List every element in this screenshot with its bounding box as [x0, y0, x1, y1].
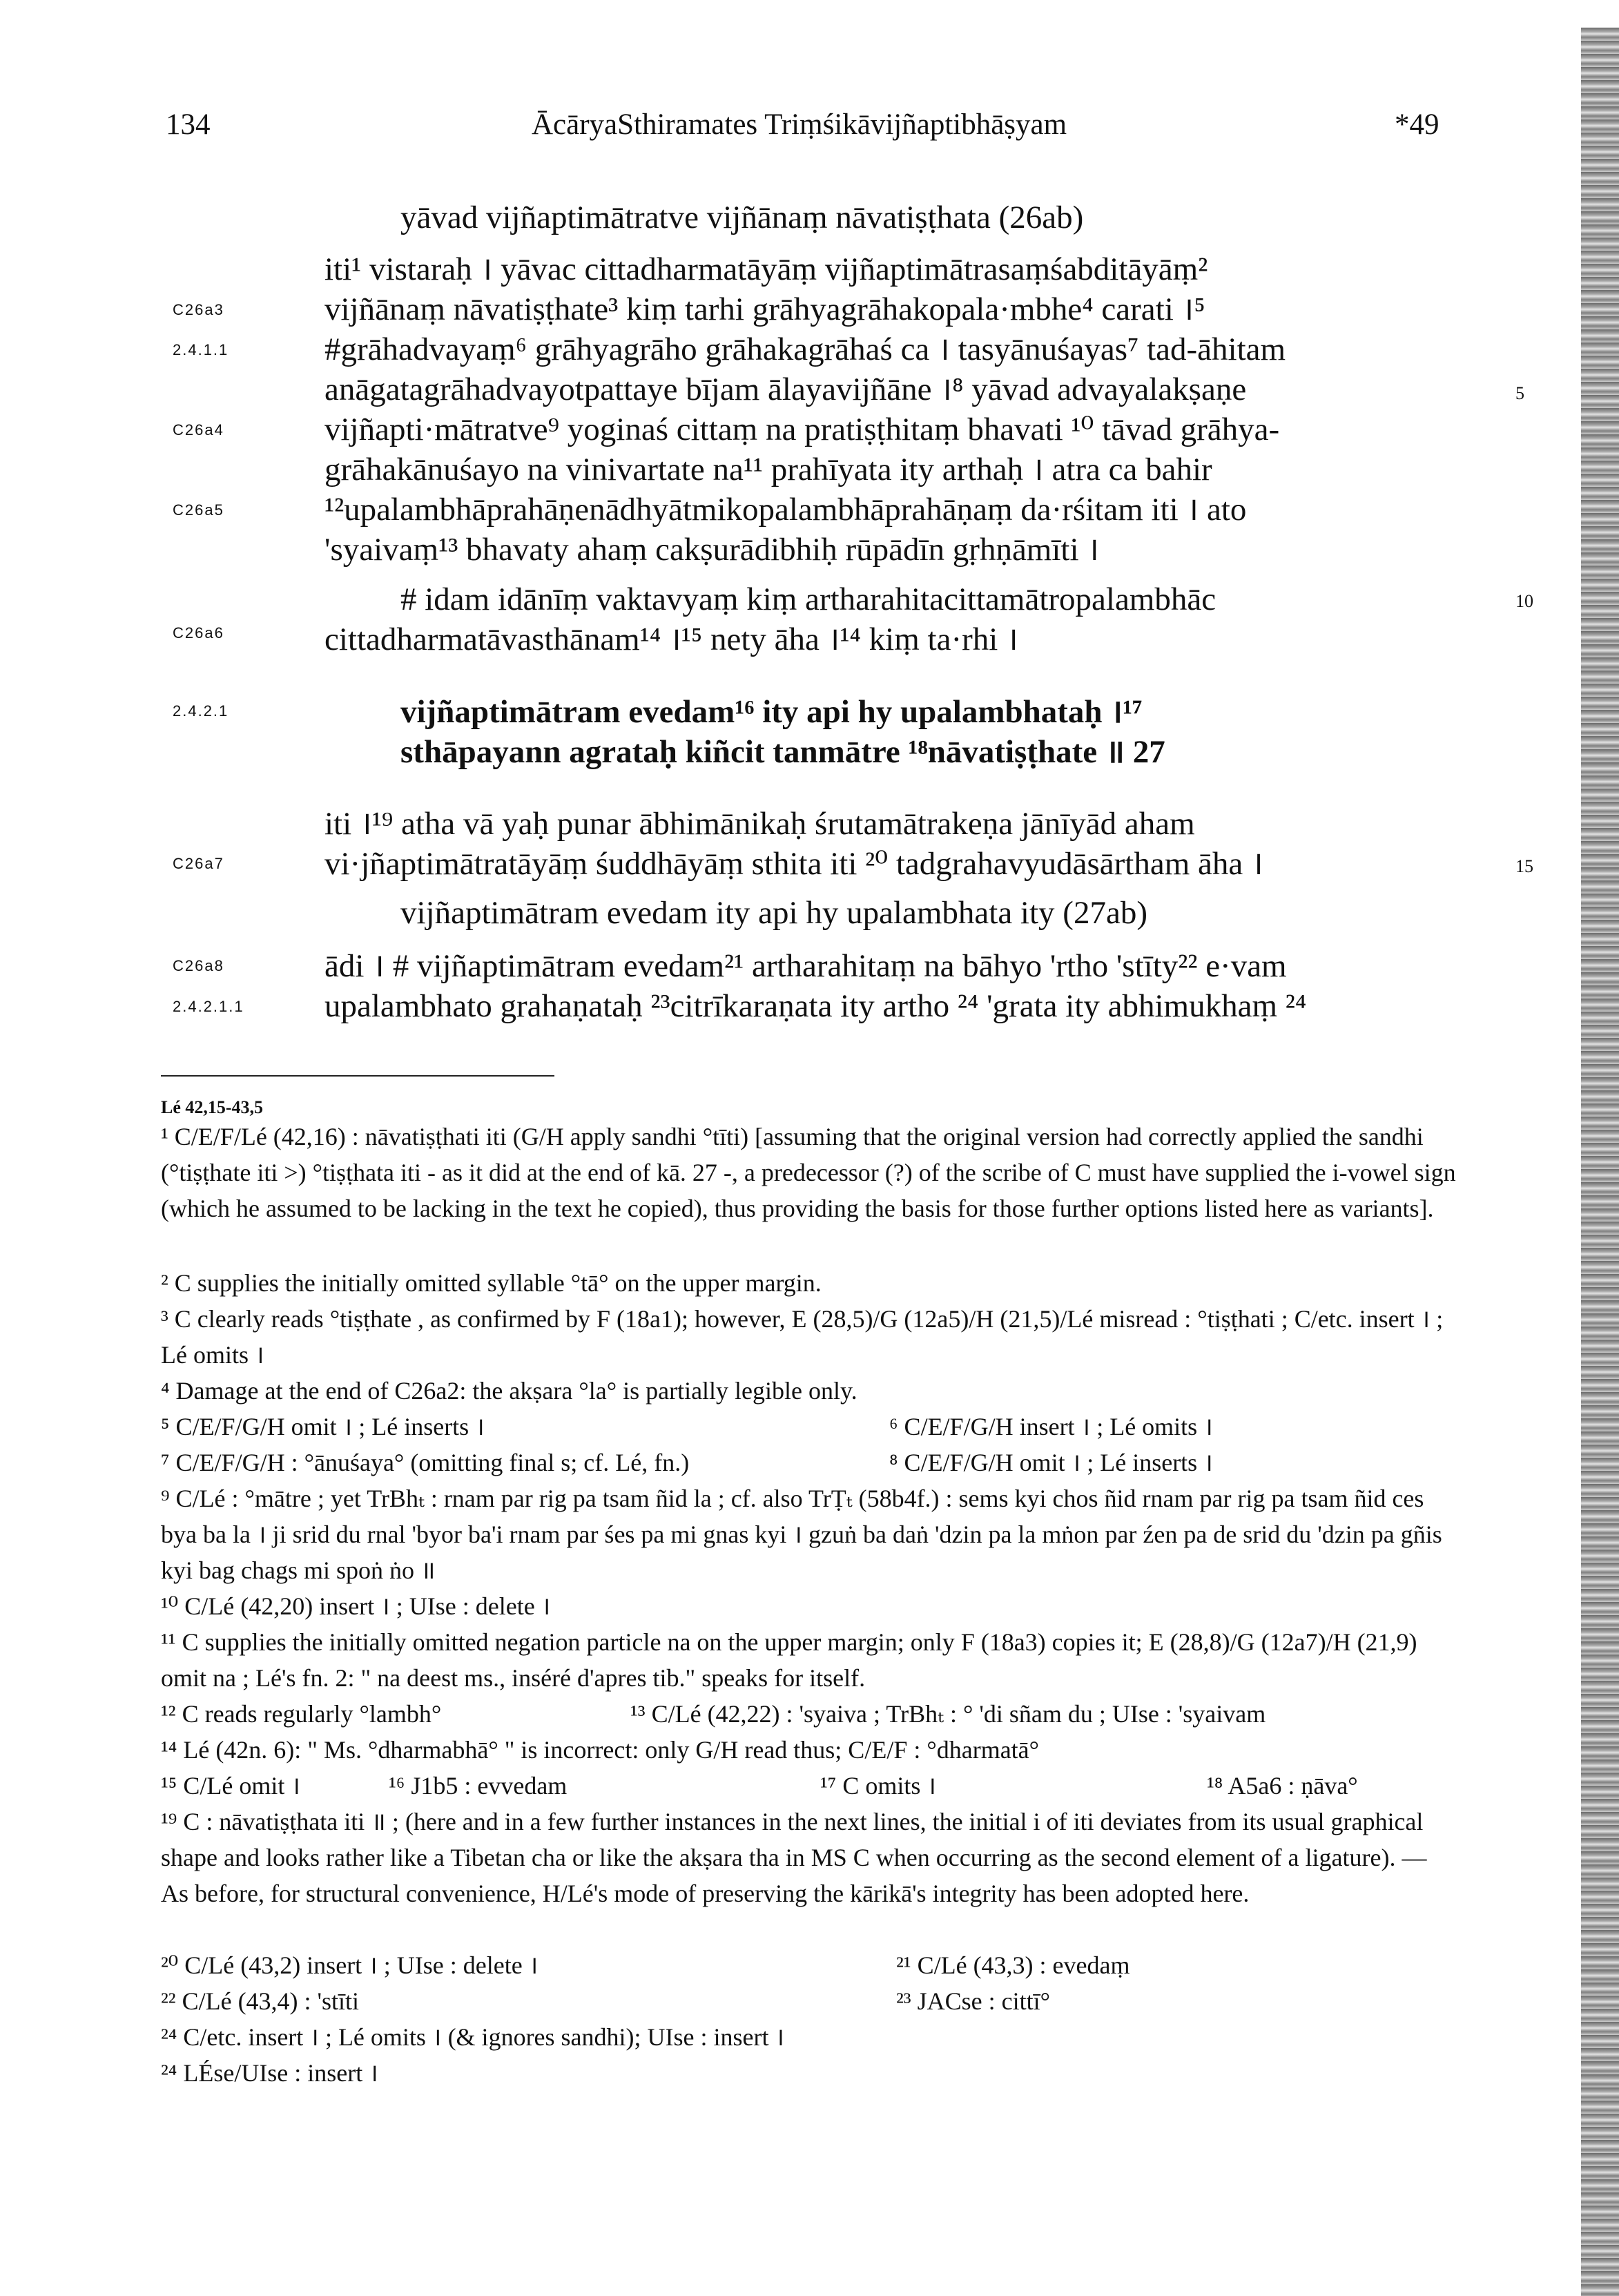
text-line: ¹²upalambhāprahāṇenādhyātmikopalambhāprahāṇaṃ da·rśitam iti । ato — [324, 492, 1247, 528]
footnote: ¹⁵ C/Lé omit । — [161, 1772, 300, 1800]
footnote: ²⁴ C/etc. insert । ; Lé omits । (& ignores sandhi); UIse : insert । — [161, 2023, 785, 2051]
text-line: vijñapti·mātratve⁹ yoginaś cittaṃ na pratiṣṭhitaṃ bhavati ¹⁰ tāvad grāhya- — [324, 412, 1280, 447]
footnote: ¹ C/E/F/Lé (42,16) : nāvatiṣṭhati iti (G/H apply sandhi °tīti) [assuming that the original version had correctly applied the sandhi (°tiṣṭhate iti >) °tiṣṭhata iti - as it did at the end of kā. 27 -, a predecessor (?) of the scribe of C must have supplied the i-vowel sign (which he assumed to be lacking in the text he copied), thus providing the basis for those further options listed here as variants]. — [161, 1123, 1456, 1222]
footnote: ¹⁷ C omits । — [820, 1772, 937, 1800]
text-line: grāhakānuśayo na vinivartate na¹¹ prahīyata ity arthaḥ । atra ca bahir — [324, 452, 1212, 488]
footnote: ⁸ C/E/F/G/H omit । ; Lé inserts । — [889, 1449, 1213, 1476]
text-line: iti ।¹⁹ atha vā yaḥ punar ābhimānikaḥ śrutamātrakeṇa jānīyād aham — [324, 806, 1195, 842]
footnote-reference: Lé 42,15-43,5 — [161, 1097, 264, 1117]
margin-ref: C26a8 — [173, 957, 224, 974]
text-line: # idam idānīṃ vaktavyaṃ kiṃ artharahitacittamātropalambhāc — [400, 581, 1216, 617]
text-line: vi·jñaptimātratāyāṃ śuddhāyāṃ sthita iti ²⁰ tadgrahavyudāsārtham āha । — [324, 846, 1263, 882]
footnote: ³ C clearly reads °tiṣṭhate , as confirmed by F (18a1); however, E (28,5)/G (12a5)/H (21,5)/Lé misread : °tiṣṭhati ; C/etc. insert । ; Lé omits । — [161, 1305, 1444, 1369]
scan-edge-shadow — [1581, 28, 1619, 2296]
line-number: 10 — [1515, 591, 1533, 611]
footnote: ¹⁹ C : nāvatiṣṭhata iti ॥ ; (here and in a few further instances in the next lines, the initial i of iti deviates from its usual graphical shape and looks rather like a Tibetan cha or like the akṣara tha in MS C when occurring as the second element of a ligature). — As before, for structural convenience, H/Lé's mode of preserving the kārikā's integrity has been adopted here. — [161, 1808, 1427, 1907]
footnote: ¹³ C/Lé (42,22) : 'syaiva ; TrBhₜ : ° 'di sñam du ; UIse : 'syaivam — [630, 1700, 1266, 1728]
margin-ref: C26a5 — [173, 501, 224, 519]
margin-ref: 2.4.2.1.1 — [173, 998, 244, 1015]
verse-line: vijñaptimātram evedam ity api hy upalambhata ity (27ab) — [400, 895, 1147, 931]
footnote: ²⁰ C/Lé (43,2) insert । ; UIse : delete । — [161, 1951, 539, 1979]
margin-ref: C26a4 — [173, 421, 224, 438]
footnote: ²² C/Lé (43,4) : 'stīti — [161, 1987, 360, 2015]
line-number: 15 — [1515, 856, 1533, 876]
footnote: ⁵ C/E/F/G/H omit । ; Lé inserts । — [161, 1413, 485, 1440]
text-line: upalambhato grahaṇataḥ ²³citrīkaraṇata ity artho ²⁴ 'grata ity abhimukhaṃ ²⁴ — [324, 988, 1307, 1024]
text-line: iti¹ vistaraḥ । yāvac cittadharmatāyāṃ vijñaptimātrasaṃśabditāyāṃ² — [324, 251, 1208, 287]
text-line: cittadharmatāvasthānam¹⁴ ।¹⁵ nety āha ।¹⁴ kiṃ ta·rhi । — [324, 621, 1018, 657]
footnote: ²³ JACse : cittī° — [896, 1987, 1050, 2015]
text-line: vijñānaṃ nāvatiṣṭhate³ kiṃ tarhi grāhyagrāhakopala·mbhe⁴ carati ।⁵ — [324, 291, 1205, 327]
footnote: ² C supplies the initially omitted syllable °tā° on the upper margin. — [161, 1269, 822, 1297]
margin-ref: 2.4.1.1 — [173, 341, 229, 358]
running-title: ĀcāryaSthiramates Triṃśikāvijñaptibhāṣyam — [532, 108, 1067, 141]
footnote: ¹⁴ Lé (42n. 6): " Ms. °dharmabhā° " is incorrect: only G/H read thus; C/E/F : °dharmatā° — [161, 1736, 1040, 1764]
verse-line: yāvad vijñaptimātratve vijñānaṃ nāvatiṣṭhata (26ab) — [400, 200, 1084, 235]
footnote: ²⁴ LÉse/UIse : insert । — [161, 2059, 378, 2087]
line-number: 5 — [1515, 383, 1524, 403]
page-number: 134 — [166, 108, 211, 141]
text-line: #grāhadvayaṃ⁶ grāhyagrāho grāhakagrāhaś ca । tasyānuśayas⁷ tad-āhitam — [324, 331, 1286, 367]
footnote: ²¹ C/Lé (43,3) : evedaṃ — [896, 1951, 1130, 1979]
footnote: ¹⁰ C/Lé (42,20) insert । ; UIse : delete । — [161, 1592, 551, 1620]
footnote: ⁹ C/Lé : °mātre ; yet TrBhₜ : rnam par rig pa tsam ñid la ; cf. also TrṬₜ (58b4f.) : sems kyi chos ñid rnam par rig pa tsam ñid ces bya ba la । ji srid du rnal 'byor ba'i rnam par śes pa mi gnas kyi । gzuṅ ba daṅ 'dzin pa la mṅon par źen pa de srid du 'dzin pa gñis kyi bag chags mi spoṅ ṅo ॥ — [161, 1485, 1442, 1584]
footnote: ¹² C reads regularly °lambh° — [161, 1700, 442, 1728]
text-line: 'syaivaṃ¹³ bhavaty ahaṃ cakṣurādibhiḥ rūpādīn gṛhṇāmīti । — [324, 532, 1100, 568]
margin-ref: C26a6 — [173, 624, 224, 641]
margin-ref: C26a7 — [173, 855, 224, 872]
text-line: ādi । # vijñaptimātram evedam²¹ artharahitaṃ na bāhyo 'rtho 'stīty²² e·vam — [324, 948, 1287, 984]
margin-ref: 2.4.2.1 — [173, 702, 229, 720]
margin-ref: C26a3 — [173, 301, 224, 318]
footnote-rule — [161, 1075, 554, 1077]
section-mark: *49 — [1395, 108, 1439, 141]
footnote: ⁴ Damage at the end of C26a2: the akṣara °la° is partially legible only. — [161, 1377, 857, 1405]
karika-line: sthāpayann agrataḥ kiñcit tanmātre ¹⁸nāvatiṣṭhate ॥ 27 — [400, 734, 1165, 770]
footnote: ¹¹ C supplies the initially omitted negation particle na on the upper margin; only F (18a3) copies it; E (28,8)/G (12a7)/H (21,9) omit na ; Lé's fn. 2: " na deest ms., inséré d'apres tib." speaks for itself. — [161, 1628, 1417, 1692]
karika-line: vijñaptimātram evedam¹⁶ ity api hy upalambhataḥ ।¹⁷ — [400, 694, 1143, 730]
footnote: ⁶ C/E/F/G/H insert । ; Lé omits । — [889, 1413, 1213, 1440]
text-line: anāgatagrāhadvayotpattaye bījam ālayavijñāne ।⁸ yāvad advayalakṣaṇe — [324, 372, 1247, 407]
footnote: ⁷ C/E/F/G/H : °ānuśaya° (omitting final s; cf. Lé, fn.) — [161, 1449, 690, 1476]
footnote: ¹⁸ A5a6 : ṇāva° — [1207, 1772, 1358, 1800]
footnote: ¹⁶ J1b5 : evvedam — [389, 1772, 568, 1800]
